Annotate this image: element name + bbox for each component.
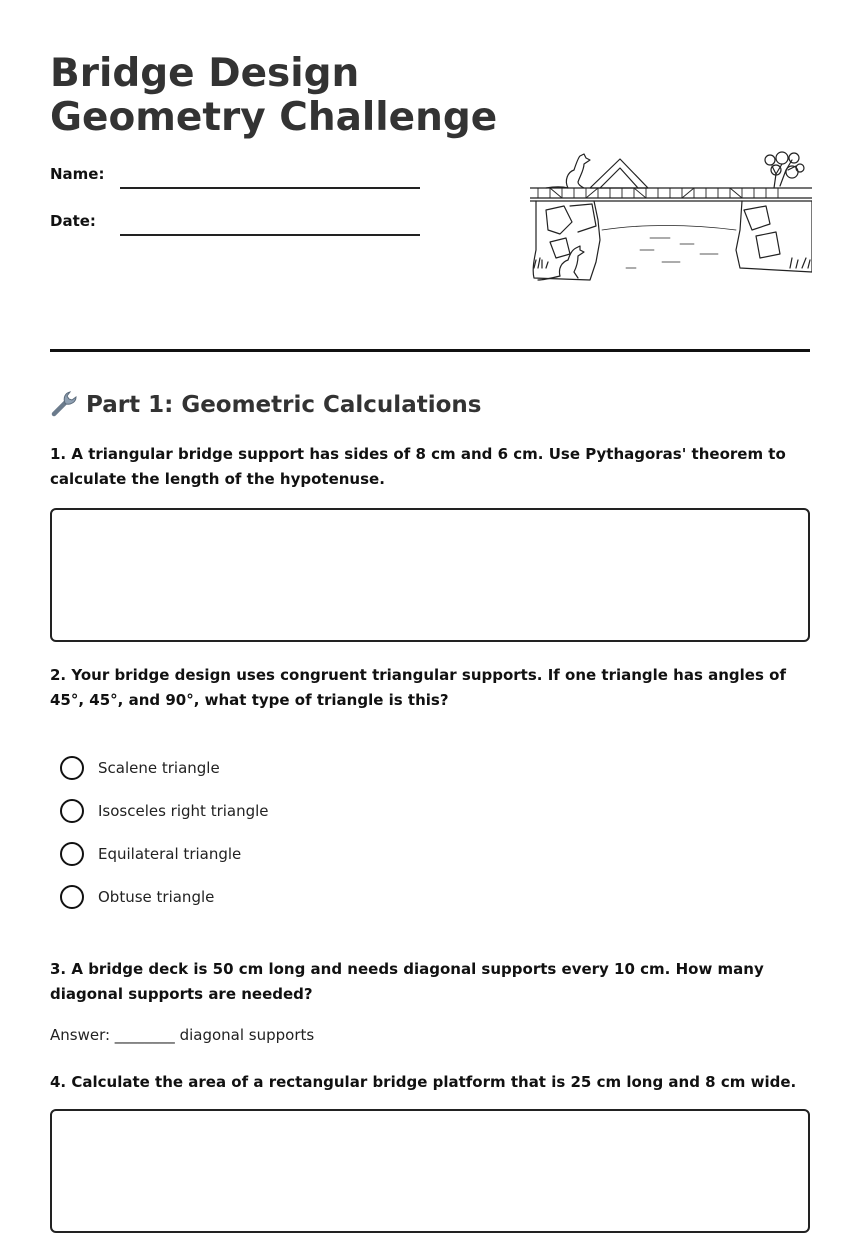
question-2-option[interactable] <box>60 884 214 910</box>
question-1-text: 1. A triangular bridge support has sides of 8 cm and 6 cm. Use Pythagoras' theorem to calculate the length of the hypotenuse. <box>50 445 786 488</box>
name-field[interactable] <box>120 187 420 189</box>
wrench-icon <box>50 388 80 418</box>
option-label: Scalene triangle <box>98 759 220 777</box>
question-2-text: 2. Your bridge design uses congruent triangular supports. If one triangle has angles of 45°, 45°, and 90°, what type of triangle is this? <box>50 666 786 709</box>
bridge-kangaroo-illustration <box>530 150 812 286</box>
question-2-option[interactable] <box>60 841 241 867</box>
question-2-option[interactable] <box>60 798 269 824</box>
question-2-option[interactable] <box>60 755 220 781</box>
question-4-text: 4. Calculate the area of a rectangular bridge platform that is 25 cm long and 8 cm wide. <box>50 1073 797 1091</box>
title-line-1: Bridge Design <box>50 51 360 96</box>
question-1-answer-box[interactable] <box>50 508 810 642</box>
radio-button[interactable] <box>60 842 84 866</box>
section-1-heading <box>50 388 481 421</box>
title-line-2: Geometry Challenge <box>50 95 498 140</box>
name-label: Name: <box>50 165 105 183</box>
question-4-answer-box[interactable] <box>50 1109 810 1233</box>
section-1-title: Part 1: Geometric Calculations <box>86 392 482 418</box>
option-label: Obtuse triangle <box>98 888 215 906</box>
worksheet-title <box>50 52 497 140</box>
date-field[interactable] <box>120 234 420 236</box>
section-divider <box>50 349 810 352</box>
question-3-text: 3. A bridge deck is 50 cm long and needs diagonal supports every 10 cm. How many diagonal supports are needed? <box>50 960 764 1003</box>
radio-button[interactable] <box>60 799 84 823</box>
option-label: Equilateral triangle <box>98 845 242 863</box>
radio-button[interactable] <box>60 756 84 780</box>
worksheet-page <box>50 0 810 1161</box>
date-label: Date: <box>50 212 96 230</box>
option-label: Isosceles right triangle <box>98 802 269 820</box>
question-3-answer[interactable]: Answer: ________ diagonal supports <box>50 1026 315 1044</box>
radio-button[interactable] <box>60 885 84 909</box>
